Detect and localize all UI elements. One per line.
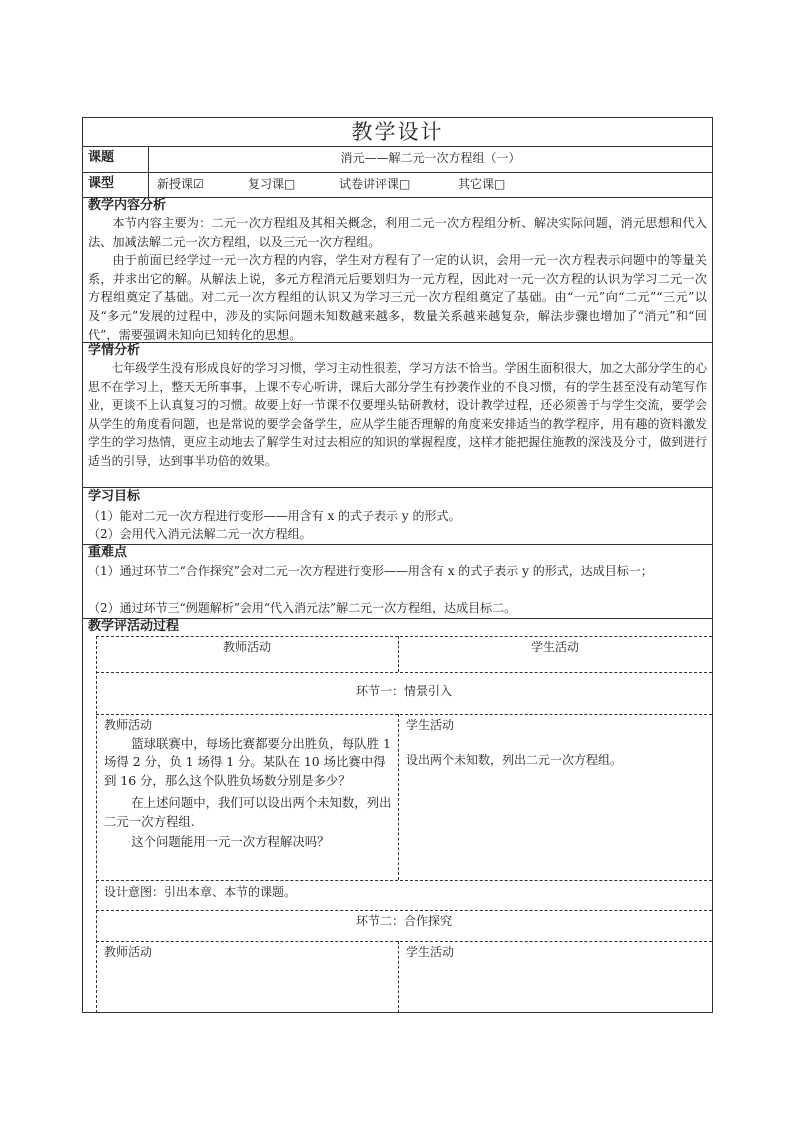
divider	[82, 342, 713, 343]
divider	[82, 544, 713, 545]
stage1-student-text: 设出两个未知数，列出二元一次方程组。	[406, 753, 623, 767]
dashed-divider	[712, 636, 713, 1013]
stage1-design-intent: 设计意图：引出本章、本节的课题。	[104, 885, 297, 899]
stage1-teacher-body	[104, 735, 392, 851]
divider	[82, 197, 713, 198]
topic-value: 消元——解二元一次方程组（一）	[340, 151, 521, 165]
stage1-teacher-paragraph: 在上述问题中，我们可以设出两个未知数，列出二元一次方程组.	[104, 795, 392, 829]
stage2-title: 环节二：合作探究	[355, 914, 452, 928]
stage1-teacher-paragraph: 篮球联赛中，每场比赛都要分出胜负，每队胜 1 场得 2 分，负 1 场得 1 分。某队在 10 场比赛中得到 16 分，那么这个队胜负场数分别是多少？	[104, 736, 391, 788]
lesson-type-label: 课型	[88, 176, 115, 191]
col-header-teacher: 教师活动	[222, 640, 271, 654]
dashed-divider	[96, 910, 712, 911]
dashed-divider	[96, 714, 712, 715]
content-analysis-paragraph: 由于前面已经学过一元一次方程的内容，学生对方程有了一定的认识，会用一元一次方程表示问题中的等量关系，并求出它的解。从解法上说，多元方程消元后要划归为一元方程，因此对一元一次方程的认识为学习二元一次方程组奠定了基础。对二元一次方程组的认识又为学习三元一次方程组奠定了基础。由“一元”向“二元”“三元”以及“多元”发展的过程中，涉及的实际问题未知数越来越多，数量关系越来越复杂，解法步骤也增加了“消元”和“回代”，需要强调未知向已知转化的思想。	[88, 253, 707, 342]
dashed-divider	[96, 636, 712, 637]
student-analysis-paragraph: 七年级学生没有形成良好的学习习惯，学习主动性很差，学习方法不恰当。学困生面积很大，加之大部分学生的心思不在学习上，整天无所事事，上课不专心听讲，课后大部分学生有抄袭作业的不良习惯，有的学生甚至没有动笔写作业，更谈不上认真复习的习惯。故要上好一节课不仅要埋头钻研教材，设计教学过程，还必须善于与学生交流，要学会从学生的角度看问题，也是常说的要学会备学生，应从学生能否理解的角度来安排适当的教学程序，用有趣的资料激发学生的学习热情，更应主动地去了解学生对过去相应的知识的掌握程度，这样才能把握住施教的深浅及分寸，做到进行适当的引导，达到事半功倍的效果。	[88, 361, 707, 468]
student-analysis-body	[88, 359, 707, 471]
student-analysis-heading: 学情分析	[88, 343, 141, 358]
lesson-type-new[interactable]: 新授课☑	[157, 177, 204, 191]
dashed-divider	[96, 672, 712, 673]
divider	[82, 172, 713, 173]
lesson-type-review[interactable]: 复习课□	[248, 177, 296, 191]
objectives-heading: 学习目标	[88, 489, 141, 504]
stage2-teacher-label: 教师活动	[104, 945, 153, 959]
key-point-item: （2）通过环节三“例题解析”会用“代入消元法”解二元一次方程组，达成目标二。	[88, 601, 517, 615]
col-header-student: 学生活动	[530, 640, 579, 654]
doc-title: 教学设计	[351, 120, 444, 144]
dashed-divider	[398, 714, 399, 880]
stage1-teacher-label: 教师活动	[104, 718, 153, 732]
dashed-divider	[398, 941, 399, 1013]
objective-item: （1）能对二元一次方程进行变形——用含有 x 的式子表示 y 的形式。	[88, 509, 461, 523]
stage1-teacher-paragraph: 这个问题能用一元一次方程解决吗？	[131, 834, 330, 850]
lesson-type-other[interactable]: 其它课□	[458, 177, 506, 191]
divider	[82, 146, 713, 147]
objective-item: （2）会用代入消元法解二元一次方程组。	[88, 527, 312, 541]
key-point-item: （1）通过环节二“合作探究”会对二元一次方程进行变形——用含有 x 的式子表示 y 的形式，达成目标一；	[88, 564, 653, 578]
stage1-student-label: 学生活动	[406, 718, 455, 732]
lesson-type-exam-review[interactable]: 试卷讲评课□	[339, 177, 411, 191]
dashed-divider	[96, 880, 712, 881]
topic-label: 课题	[88, 150, 115, 165]
content-analysis-paragraph: 本节内容主要为：二元一次方程组及其相关概念，利用二元一次方程组分析、解决实际问题，消元思想和代入法、加减法解二元一次方程组，以及三元一次方程组。	[88, 216, 707, 249]
content-analysis-heading: 教学内容分析	[88, 198, 167, 213]
key-points-heading: 重难点	[88, 545, 128, 560]
stage1-title: 环节一：情景引入	[355, 684, 452, 698]
process-heading: 教学评活动过程	[88, 619, 180, 634]
content-analysis-body	[88, 214, 707, 344]
divider	[82, 487, 713, 488]
stage2-student-label: 学生活动	[406, 945, 455, 959]
dashed-divider	[96, 941, 712, 942]
